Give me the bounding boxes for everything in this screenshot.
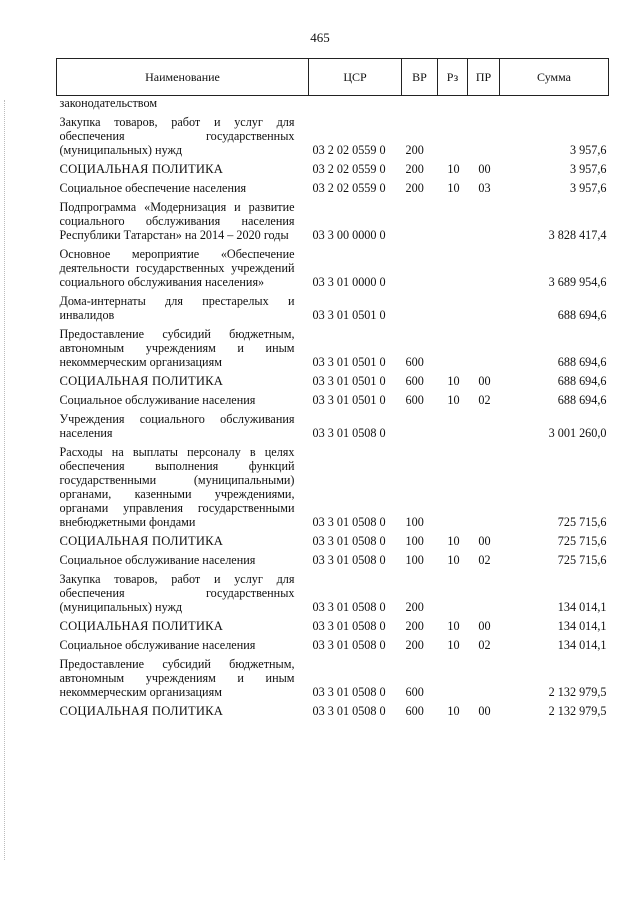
- cell-rz: [438, 197, 468, 244]
- cell-sum: 3 957,6: [569, 162, 607, 176]
- cell-sum: 725 715,6: [557, 515, 607, 529]
- cell-pr: 03: [478, 181, 491, 195]
- column-header-name: Наименование: [57, 59, 309, 96]
- cell-pr: 00: [478, 374, 491, 388]
- cell-rz: [438, 569, 468, 616]
- cell-pr: 02: [478, 638, 491, 652]
- cell-name: Социальное обеспечение населения: [59, 181, 247, 195]
- cell-sum: 688 694,6: [557, 374, 607, 388]
- table-row: [57, 112, 609, 159]
- cell-rz: 10: [447, 704, 460, 718]
- cell-rz: [438, 654, 468, 701]
- cell-csr: 03 3 01 0508 0: [312, 704, 386, 718]
- cell-name: Социальное обслуживание населения: [59, 638, 256, 652]
- cell-csr: 03 3 01 0000 0: [312, 275, 386, 289]
- cell-vr: 600: [405, 704, 424, 718]
- cell-name: Предоставление субсидий бюджетным, автономным учреждениям и иным некоммерческим организациям: [59, 657, 295, 699]
- cell-pr: 02: [478, 393, 491, 407]
- cell-sum: 134 014,1: [557, 600, 607, 614]
- cell-vr: 600: [405, 393, 424, 407]
- cell-rz: 10: [447, 393, 460, 407]
- cell-pr: 00: [478, 704, 491, 718]
- cell-pr: [468, 409, 500, 442]
- table-row: [57, 409, 609, 442]
- cell-rz: 10: [447, 619, 460, 633]
- cell-rz: 10: [447, 638, 460, 652]
- cell-rz: 10: [447, 374, 460, 388]
- cell-rz: 10: [447, 162, 460, 176]
- column-header-sum: Сумма: [500, 59, 609, 96]
- cell-csr: 03 2 02 0559 0: [312, 181, 386, 195]
- table-row: [57, 390, 609, 409]
- table-row: [57, 442, 609, 531]
- cell-csr: 03 3 01 0501 0: [312, 374, 386, 388]
- cell-rz: [438, 96, 468, 113]
- cell-csr: 03 3 01 0501 0: [312, 308, 386, 322]
- table-row: [57, 635, 609, 654]
- header-row: [57, 59, 609, 96]
- cell-vr: 600: [405, 374, 424, 388]
- cell-name: Социальное обслуживание населения: [59, 553, 256, 567]
- column-header-csr: ЦСР: [309, 59, 402, 96]
- cell-sum: 725 715,6: [557, 553, 607, 567]
- cell-csr: 03 3 01 0501 0: [312, 355, 386, 369]
- cell-name: Подпрограмма «Модернизация и развитие социального обслуживания населения Республики Татарстан» на 2014 – 2020 годы: [59, 200, 295, 242]
- cell-rz: [438, 291, 468, 324]
- scan-margin-line: [4, 100, 5, 860]
- cell-vr: 200: [405, 638, 424, 652]
- cell-pr: 00: [478, 162, 491, 176]
- cell-sum: 3 828 417,4: [548, 228, 607, 242]
- cell-csr: 03 3 00 0000 0: [312, 228, 386, 242]
- cell-sum: 3 689 954,6: [548, 275, 607, 289]
- cell-name: СОЦИАЛЬНАЯ ПОЛИТИКА: [59, 162, 224, 176]
- cell-sum: 3 957,6: [569, 181, 607, 195]
- cell-sum: 3 001 260,0: [548, 426, 607, 440]
- cell-csr: 03 2 02 0559 0: [312, 162, 386, 176]
- cell-name: Расходы на выплаты персоналу в целях обеспечения выполнения функций государственными (муниципальными) органами, казенными учреждениями, органами управления государственными внебюджетными фондами: [59, 445, 295, 529]
- cell-name: законодательством: [59, 96, 158, 110]
- cell-vr: 600: [405, 355, 424, 369]
- cell-name: СОЦИАЛЬНАЯ ПОЛИТИКА: [59, 704, 224, 718]
- cell-sum: 2 132 979,5: [548, 685, 607, 699]
- cell-csr: [309, 96, 402, 113]
- cell-pr: [468, 442, 500, 531]
- cell-sum: 688 694,6: [557, 308, 607, 322]
- cell-pr: 00: [478, 534, 491, 548]
- table-row: [57, 244, 609, 291]
- cell-rz: [438, 324, 468, 371]
- cell-csr: 03 3 01 0508 0: [312, 685, 386, 699]
- cell-csr: 03 3 01 0508 0: [312, 638, 386, 652]
- table-row: [57, 159, 609, 178]
- cell-rz: [438, 409, 468, 442]
- cell-pr: [468, 197, 500, 244]
- cell-vr: 100: [405, 553, 424, 567]
- cell-rz: 10: [447, 553, 460, 567]
- cell-rz: 10: [447, 181, 460, 195]
- cell-csr: 03 3 01 0508 0: [312, 600, 386, 614]
- cell-vr: [402, 409, 438, 442]
- cell-name: Учреждения социального обслуживания населения: [59, 412, 295, 440]
- cell-sum: 134 014,1: [557, 619, 607, 633]
- cell-vr: 100: [405, 534, 424, 548]
- cell-vr: [402, 197, 438, 244]
- cell-vr: 100: [405, 515, 424, 529]
- cell-sum: 725 715,6: [557, 534, 607, 548]
- cell-vr: 600: [405, 685, 424, 699]
- page-number: 465: [310, 30, 330, 45]
- table-row: [57, 654, 609, 701]
- cell-vr: 200: [405, 619, 424, 633]
- cell-name: СОЦИАЛЬНАЯ ПОЛИТИКА: [59, 619, 224, 633]
- cell-vr: [402, 291, 438, 324]
- cell-csr: 03 2 02 0559 0: [312, 143, 386, 157]
- cell-pr: [468, 291, 500, 324]
- cell-name: СОЦИАЛЬНАЯ ПОЛИТИКА: [59, 534, 224, 548]
- table-row: [57, 701, 609, 720]
- cell-sum: 688 694,6: [557, 393, 607, 407]
- cell-vr: [402, 96, 438, 113]
- cell-rz: [438, 442, 468, 531]
- column-header-rz: Рз: [438, 59, 468, 96]
- cell-rz: 10: [447, 534, 460, 548]
- table-row: [57, 197, 609, 244]
- cell-name: Предоставление субсидий бюджетным, автономным учреждениям и иным некоммерческим организациям: [59, 327, 295, 369]
- budget-table: [56, 58, 609, 720]
- cell-sum: 2 132 979,5: [548, 704, 607, 718]
- cell-pr: [468, 654, 500, 701]
- cell-pr: [468, 324, 500, 371]
- table-row: [57, 291, 609, 324]
- cell-name: Закупка товаров, работ и услуг для обеспечения государственных (муниципальных) нужд: [59, 115, 295, 157]
- cell-pr: [468, 569, 500, 616]
- cell-vr: 200: [405, 143, 424, 157]
- cell-name: Закупка товаров, работ и услуг для обеспечения государственных (муниципальных) нужд: [59, 572, 295, 614]
- cell-sum: 688 694,6: [557, 355, 607, 369]
- cell-pr: [468, 96, 500, 113]
- cell-csr: 03 3 01 0508 0: [312, 534, 386, 548]
- cell-csr: 03 3 01 0501 0: [312, 393, 386, 407]
- cell-name: Социальное обслуживание населения: [59, 393, 256, 407]
- table-row: [57, 96, 609, 113]
- cell-pr: 02: [478, 553, 491, 567]
- cell-vr: [402, 244, 438, 291]
- table-row: [57, 371, 609, 390]
- cell-vr: 200: [405, 600, 424, 614]
- cell-csr: 03 3 01 0508 0: [312, 619, 386, 633]
- column-header-pr: ПР: [468, 59, 500, 96]
- cell-csr: 03 3 01 0508 0: [312, 553, 386, 567]
- cell-rz: [438, 112, 468, 159]
- table-header: [57, 59, 609, 96]
- cell-vr: 200: [405, 162, 424, 176]
- table-row: [57, 178, 609, 197]
- table-row: [57, 550, 609, 569]
- cell-pr: 00: [478, 619, 491, 633]
- cell-name: Дома-интернаты для престарелых и инвалидов: [59, 294, 295, 322]
- table-row: [57, 324, 609, 371]
- cell-rz: [438, 244, 468, 291]
- cell-pr: [468, 244, 500, 291]
- table-row: [57, 569, 609, 616]
- cell-sum: [500, 96, 609, 113]
- cell-sum: 134 014,1: [557, 638, 607, 652]
- cell-vr: 200: [405, 181, 424, 195]
- table-row: [57, 616, 609, 635]
- table-row: [57, 531, 609, 550]
- table-body: [57, 96, 609, 721]
- cell-csr: 03 3 01 0508 0: [312, 515, 386, 529]
- cell-csr: 03 3 01 0508 0: [312, 426, 386, 440]
- cell-name: Основное мероприятие «Обеспечение деятельности государственных учреждений социального обслуживания населения»: [59, 247, 295, 289]
- cell-sum: 3 957,6: [569, 143, 607, 157]
- cell-pr: [468, 112, 500, 159]
- cell-name: СОЦИАЛЬНАЯ ПОЛИТИКА: [59, 374, 224, 388]
- column-header-vr: ВР: [402, 59, 438, 96]
